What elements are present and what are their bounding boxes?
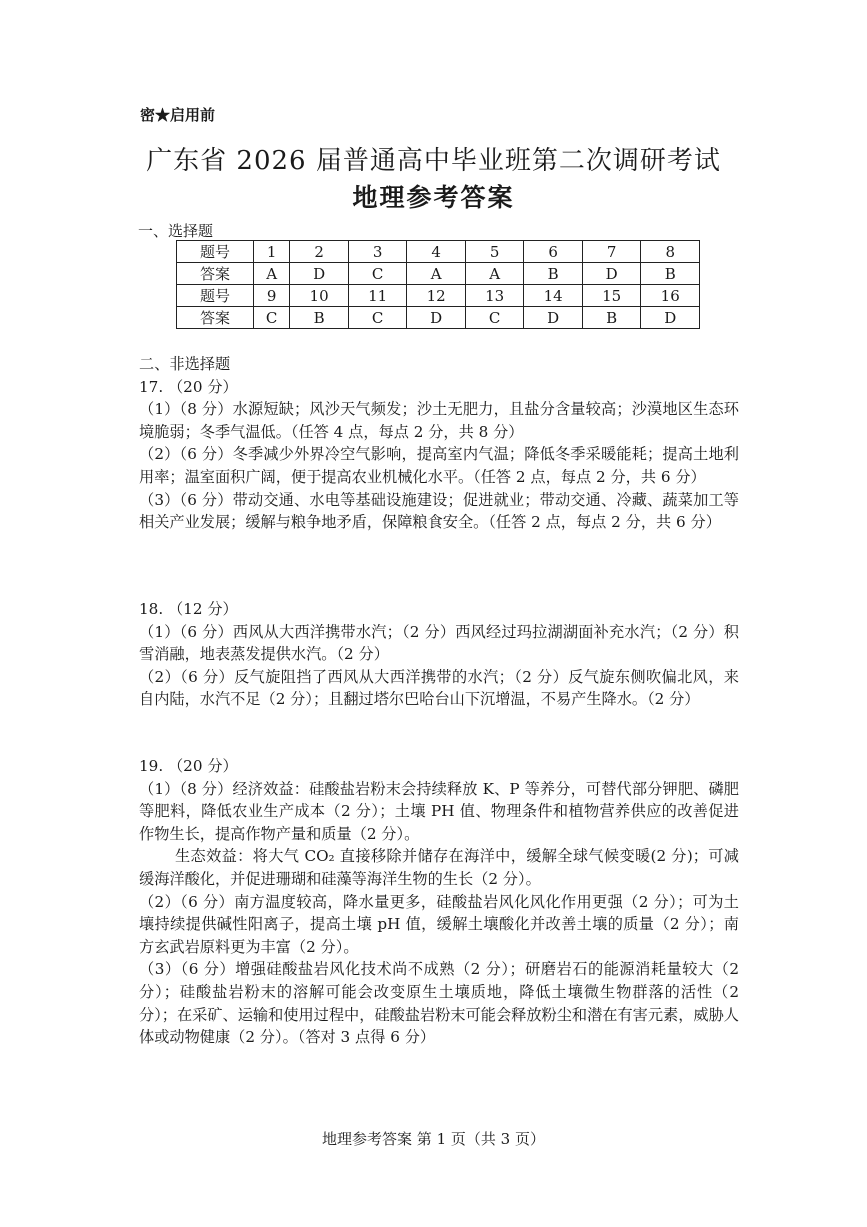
- table-cell: 13: [465, 285, 524, 307]
- question-title: 18. （12 分）: [139, 600, 238, 618]
- table-cell: C: [348, 263, 407, 285]
- table-cell: 8: [641, 241, 700, 263]
- answer-paragraph: （3）（6 分）增强硅酸盐岩风化技术尚不成熟（2 分）；研磨岩石的能源消耗量较大（2 分）；硅酸盐岩粉末的溶解可能会改变原生土壤质地，降低土壤微生物群落的活性（2 分）；在采矿、运输和使用过程中，硅酸盐岩粉末可能会释放粉尘和潜在有害元素，威胁人体或动物健康（2 分）。（答对 3 点得 6 分）: [139, 960, 739, 1047]
- page-title: 广东省 2026 届普通高中毕业班第二次调研考试: [146, 146, 721, 176]
- secret-mark: 密★启用前: [140, 106, 216, 124]
- answer-paragraph: 生态效益：将大气 CO₂ 直接移除并储存在海洋中，缓解全球气候变暖(2 分)；可减缓海洋酸化，并促进珊瑚和硅藻等海洋生物的生长（2 分）。: [139, 847, 739, 888]
- section1-heading: 一、选择题: [138, 222, 214, 240]
- answer-paragraph: （1）（6 分）西风从大西洋携带水汽；（2 分）西风经过玛拉湖湖面补充水汽；（2 分）积雪消融，地表蒸发提供水汽。（2 分）: [139, 622, 739, 664]
- table-cell: C: [465, 307, 524, 329]
- table-cell: 2: [290, 241, 349, 263]
- answer-paragraph: （3）（6 分）带动交通、水电等基础设施建设；促进就业；带动交通、冷藏、蔬菜加工等相关产业发展；缓解与粮争地矛盾，保障粮食安全。（任答 2 点，每点 2 分，共 6 分）: [139, 490, 739, 532]
- answer-paragraph: （2）（6 分）冬季减少外界冷空气影响，提高室内气温；降低冬季采暖能耗；提高土地利用率；温室面积广阔，便于提高农业机械化水平。（任答 2 点，每点 2 分，共 6 分）: [139, 445, 739, 486]
- table-cell: 3: [348, 241, 407, 263]
- row-label: 题号: [177, 285, 254, 307]
- question-title: 17. （20 分）: [139, 377, 238, 396]
- table-row: [177, 263, 700, 285]
- table-cell: A: [465, 263, 524, 285]
- question-18-block: [139, 598, 739, 711]
- section2-heading: 二、非选择题: [139, 355, 231, 373]
- table-cell: D: [290, 263, 349, 285]
- question-title: 19. （20 分）: [139, 757, 238, 775]
- table-cell: B: [524, 263, 583, 285]
- answer-table: [176, 240, 700, 329]
- table-cell: 14: [524, 285, 583, 307]
- table-cell: 16: [641, 285, 700, 307]
- answer-paragraph: （2）（6 分）南方温度较高，降水量更多，硅酸盐岩风化风化作用更强（2 分）；可为土壤持续提供碱性阳离子，提高土壤 pH 值，缓解土壤酸化并改善土壤的质量（2 分）；南方玄武岩原料更为丰富（2 分）。: [139, 892, 739, 956]
- table-cell: 15: [582, 285, 641, 307]
- table-cell: D: [582, 263, 641, 285]
- table-row: [177, 241, 700, 263]
- table-cell: D: [524, 307, 583, 329]
- answer-paragraph: （2）（6 分）反气旋阻挡了西风从大西洋携带的水汽；（2 分）反气旋东侧吹偏北风，来自内陆，水汽不足（2 分）；且翻过塔尔巴哈台山下沉增温，不易产生降水。（2 分）: [139, 667, 739, 709]
- table-cell: 12: [407, 285, 466, 307]
- table-cell: A: [254, 263, 290, 285]
- table-cell: 1: [254, 241, 290, 263]
- table-cell: D: [641, 307, 700, 329]
- table-cell: 11: [348, 285, 407, 307]
- table-cell: 9: [254, 285, 290, 307]
- answer-paragraph: （1）（8 分）经济效益：硅酸盐岩粉末会持续释放 K、P 等养分，可替代部分钾肥、磷肥等肥料，降低农业生产成本（2 分）；土壤 PH 值、物理条件和植物营养供应的改善促进作物生长，提高作物产量和质量（2 分）。: [139, 779, 739, 843]
- table-cell: A: [407, 263, 466, 285]
- table-cell: 10: [290, 285, 349, 307]
- question-17-block: [139, 353, 739, 534]
- table-cell: B: [641, 263, 700, 285]
- table-cell: C: [254, 307, 290, 329]
- table-cell: 6: [524, 241, 583, 263]
- row-label: 答案: [177, 263, 254, 285]
- answer-paragraph: （1）（8 分）水源短缺；风沙天气频发；沙土无肥力，且盐分含量较高；沙漠地区生态环境脆弱；冬季气温低。（任答 4 点，每点 2 分，共 8 分）: [139, 400, 739, 441]
- page-footer: 地理参考答案 第 1 页（共 3 页）: [322, 1130, 545, 1148]
- row-label: 答案: [177, 307, 254, 329]
- table-cell: C: [348, 307, 407, 329]
- table-cell: D: [407, 307, 466, 329]
- table-row: [177, 307, 700, 329]
- table-cell: B: [582, 307, 641, 329]
- row-label: 题号: [177, 241, 254, 263]
- table-cell: 7: [582, 241, 641, 263]
- question-19-block: [139, 755, 739, 1049]
- table-cell: 4: [407, 241, 466, 263]
- table-cell: 5: [465, 241, 524, 263]
- table-row: [177, 285, 700, 307]
- page-subtitle: 地理参考答案: [352, 183, 515, 212]
- table-cell: B: [290, 307, 349, 329]
